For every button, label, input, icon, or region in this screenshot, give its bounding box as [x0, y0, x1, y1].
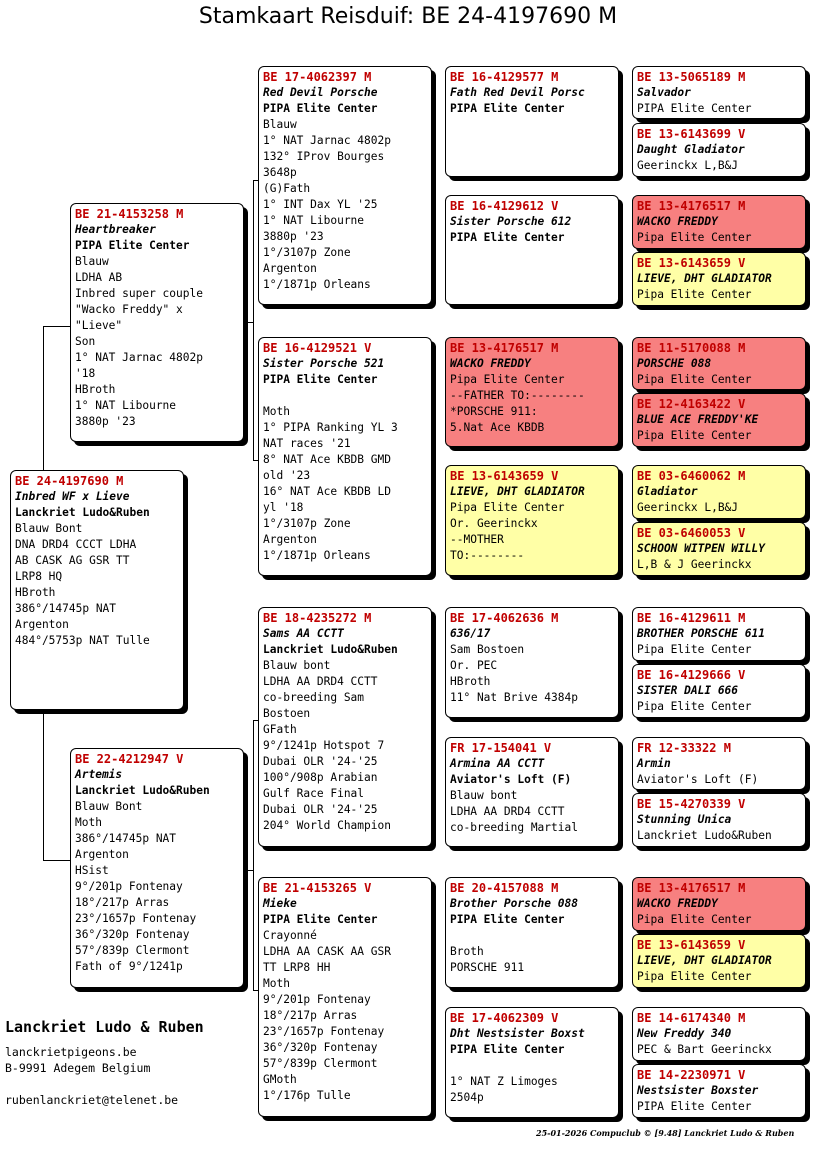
pigeon-name: LIEVE, DHT GLADIATOR: [637, 272, 772, 285]
info-line: 1° NAT Jarnac 4802p: [263, 134, 391, 147]
info-line: --FATHER TO:--------: [450, 389, 585, 402]
pigeon-name: Inbred WF x Lieve: [15, 490, 130, 503]
info-line: HBroth: [15, 586, 56, 599]
connector: [253, 720, 254, 990]
info-line: PEC & Bart Geerinckx: [637, 1043, 772, 1056]
pigeon-card-gen4[interactable]: [632, 522, 806, 576]
info-line: 18°/217p Arras: [75, 896, 170, 909]
info-line: 23°/1657p Fontenay: [263, 1025, 385, 1038]
connector: [43, 710, 44, 860]
ring-number: BE 13-6143699 V: [637, 127, 746, 141]
pigeon-card-gen4[interactable]: [632, 877, 806, 931]
info-line: Moth: [75, 816, 102, 829]
info-line: [450, 928, 614, 944]
info-line: HBroth: [450, 675, 491, 688]
pigeon-name: Armina AA CCTT: [450, 757, 545, 770]
pigeon-name: Red Devil Porsche: [263, 86, 378, 99]
info-line: [450, 1058, 614, 1074]
ring-number: FR 17-154041 V: [450, 741, 552, 755]
ring-number: BE 11-5170088 M: [637, 341, 746, 355]
info-line: Dubai OLR '24-'25: [263, 755, 378, 768]
info-line: 1° INT Dax YL '25: [263, 198, 378, 211]
pigeon-card-gf-paternal[interactable]: [258, 66, 432, 305]
info-line: LRP8 HQ: [15, 570, 63, 583]
connector: [253, 180, 254, 460]
ring-number: BE 17-4062309 V: [450, 1011, 559, 1025]
info-line: 11° Nat Brive 4384p: [450, 691, 578, 704]
info-line: PIPA Elite Center: [637, 1100, 752, 1113]
info-line: "Wacko Freddy" x: [75, 303, 183, 316]
info-line: '18: [75, 367, 96, 380]
info-line: [263, 388, 427, 404]
ring-number: BE 12-4163422 V: [637, 397, 746, 411]
ring-number: BE 13-4176517 M: [637, 881, 746, 895]
pigeon-name: WACKO FREDDY: [450, 357, 531, 370]
info-line: 3880p '23: [75, 415, 136, 428]
info-line: 204° World Champion: [263, 819, 391, 832]
ring-number: BE 17-4062636 M: [450, 611, 559, 625]
pigeon-card-father[interactable]: [70, 203, 244, 442]
info-line: TT LRP8 HH: [263, 961, 331, 974]
info-line: Pipa Elite Center: [637, 970, 752, 983]
info-line: 57°/839p Clermont: [75, 944, 190, 957]
pigeon-name: LIEVE, DHT GLADIATOR: [450, 485, 585, 498]
info-line: (G)Fath: [263, 182, 311, 195]
connector: [43, 326, 44, 470]
pigeon-card-gen4[interactable]: [632, 607, 806, 661]
info-line: L,B & J Geerinckx: [637, 558, 752, 571]
pigeon-name: Gladiator: [637, 485, 698, 498]
info-line: Or. Geerinckx: [450, 517, 538, 530]
info-line: HSist: [75, 864, 109, 877]
info-line: 9°/1241p Hotspot 7: [263, 739, 385, 752]
pigeon-card-gen3[interactable]: [445, 195, 619, 305]
pigeon-card-gen4[interactable]: [632, 465, 806, 519]
info-line: --MOTHER: [450, 533, 504, 546]
ring-number: BE 16-4129521 V: [263, 341, 372, 355]
info-line: Moth: [263, 405, 290, 418]
pigeon-card-gen3[interactable]: [445, 66, 619, 177]
info-line: Argenton: [263, 262, 317, 275]
pigeon-name: Sister Porsche 521: [263, 357, 385, 370]
info-line: 8° NAT Ace KBDB GMD: [263, 453, 391, 466]
info-line: HBroth: [75, 383, 116, 396]
pigeon-card-gen4[interactable]: [632, 1007, 806, 1061]
info-line: Pipa Elite Center: [637, 643, 752, 656]
pigeon-name: Nestsister Boxster: [637, 1084, 759, 1097]
info-line: 100°/908p Arabian: [263, 771, 378, 784]
info-line: 57°/839p Clermont: [263, 1057, 378, 1070]
pigeon-card-gen4[interactable]: [632, 664, 806, 718]
ring-number: BE 24-4197690 M: [15, 474, 124, 488]
pigeon-name: Sister Porsche 612: [450, 215, 572, 228]
pigeon-card-gm-maternal[interactable]: [258, 877, 432, 1117]
pigeon-name: Mieke: [263, 897, 297, 910]
pigeon-owner: PIPA Elite Center: [263, 373, 378, 386]
breeder-email[interactable]: rubenlanckriet@telenet.be: [5, 1093, 179, 1107]
info-line: Broth: [450, 945, 484, 958]
info-line: 1° PIPA Ranking YL 3: [263, 421, 398, 434]
info-line: GMoth: [263, 1073, 297, 1086]
pigeon-name: Daught Gladiator: [637, 143, 745, 156]
pigeon-owner: PIPA Elite Center: [263, 913, 378, 926]
info-line: Blauw Bont: [75, 800, 143, 813]
pigeon-card-gm-paternal[interactable]: [258, 337, 432, 576]
info-line: Son: [75, 335, 96, 348]
pigeon-card-gen4[interactable]: [632, 195, 806, 249]
info-line: 1° NAT Libourne: [263, 214, 365, 227]
pigeon-name: SISTER DALI 666: [637, 684, 739, 697]
info-line: co-breeding Martial: [450, 821, 578, 834]
info-line: 1° NAT Jarnac 4802p: [75, 351, 203, 364]
pigeon-name: Heartbreaker: [75, 223, 156, 236]
pigeon-owner: Aviator's Loft (F): [450, 773, 572, 786]
info-line: Geerinckx L,B&J: [637, 159, 739, 172]
pigeon-owner: Lanckriet Ludo&Ruben: [75, 784, 210, 797]
info-line: 36°/320p Fontenay: [263, 1041, 378, 1054]
ring-number: BE 14-6174340 M: [637, 1011, 746, 1025]
info-line: NAT races '21: [263, 437, 351, 450]
info-line: yl '18: [263, 501, 304, 514]
breeder-address: B-9991 Adegem Belgium: [5, 1061, 151, 1075]
info-line: Blauw bont: [263, 659, 331, 672]
info-line: LDHA AA DRD4 CCTT: [263, 675, 378, 688]
breeder-name: Lanckriet Ludo & Ruben: [5, 1018, 204, 1036]
pigeon-card-gen4[interactable]: [632, 934, 806, 988]
info-line: Fath of 9°/1241p: [75, 960, 183, 973]
info-line: old '23: [263, 469, 311, 482]
pigeon-card-gen3[interactable]: [445, 607, 619, 718]
info-line: Blauw: [75, 255, 109, 268]
ring-number: BE 03-6460053 V: [637, 526, 746, 540]
ring-number: BE 15-4270339 V: [637, 797, 746, 811]
info-line: 386°/14745p NAT: [15, 602, 117, 615]
info-line: 1°/3107p Zone: [263, 246, 351, 259]
ring-number: BE 03-6460062 M: [637, 469, 746, 483]
info-line: 9°/201p Fontenay: [75, 880, 183, 893]
info-line: Argenton: [263, 533, 317, 546]
info-line: 9°/201p Fontenay: [263, 993, 371, 1006]
ring-number: BE 20-4157088 M: [450, 881, 559, 895]
info-line: Pipa Elite Center: [450, 373, 565, 386]
info-line: Or. PEC: [450, 659, 498, 672]
pigeon-card-gen4[interactable]: [632, 252, 806, 306]
info-line: LDHA AB: [75, 271, 123, 284]
info-line: 132° IProv Bourges: [263, 150, 385, 163]
info-line: 5.Nat Ace KBDB: [450, 421, 545, 434]
info-line: Geerinckx L,B&J: [637, 501, 739, 514]
pigeon-name: Fath Red Devil Porsc: [450, 86, 585, 99]
pigeon-card-mother[interactable]: [70, 748, 244, 988]
info-line: Blauw Bont: [15, 522, 83, 535]
info-line: 1° NAT Libourne: [75, 399, 177, 412]
info-line: Bostoen: [263, 707, 311, 720]
pigeon-name: SCHOON WITPEN WILLY: [637, 542, 765, 555]
info-line: Pipa Elite Center: [637, 913, 752, 926]
info-line: Sam Bostoen: [450, 643, 525, 656]
info-line: Pipa Elite Center: [637, 700, 752, 713]
pigeon-owner: PIPA Elite Center: [263, 102, 378, 115]
info-line: Crayonné: [263, 929, 317, 942]
pigeon-card-gen4[interactable]: [632, 337, 806, 390]
pigeon-owner: PIPA Elite Center: [450, 1043, 565, 1056]
info-line: Pipa Elite Center: [450, 501, 565, 514]
pigeon-card-gf-maternal[interactable]: [258, 607, 432, 847]
info-line: Gulf Race Final: [263, 787, 365, 800]
pigeon-card-gen4[interactable]: [632, 793, 806, 847]
pigeon-owner: PIPA Elite Center: [450, 913, 565, 926]
info-line: AB CASK AG GSR TT: [15, 554, 130, 567]
ring-number: BE 13-6143659 V: [450, 469, 559, 483]
pigeon-owner: PIPA Elite Center: [75, 239, 190, 252]
info-line: Pipa Elite Center: [637, 288, 752, 301]
pigeon-card-gen4[interactable]: [632, 1064, 806, 1118]
pigeon-card-gen3[interactable]: [445, 877, 619, 988]
ring-number: BE 13-6143659 V: [637, 938, 746, 952]
info-line: 1°/3107p Zone: [263, 517, 351, 530]
info-line: Pipa Elite Center: [637, 373, 752, 386]
info-line: 484°/5753p NAT Tulle: [15, 634, 150, 647]
info-line: 18°/217p Arras: [263, 1009, 358, 1022]
connector: [43, 326, 71, 327]
pigeon-card-gen3[interactable]: [445, 337, 619, 447]
ring-number: BE 16-4129612 V: [450, 199, 559, 213]
info-line: GFath: [263, 723, 297, 736]
info-line: LDHA AA DRD4 CCTT: [450, 805, 565, 818]
info-line: 1°/176p Tulle: [263, 1089, 351, 1102]
pigeon-card-gen3[interactable]: [445, 465, 619, 576]
pigeon-name: Artemis: [75, 768, 123, 781]
pigeon-name: BLUE ACE FREDDY'KE: [637, 413, 759, 426]
info-line: Inbred super couple: [75, 287, 203, 300]
breeder-info: [5, 1018, 204, 1108]
pigeon-name: 636/17: [450, 627, 491, 640]
pigeon-name: LIEVE, DHT GLADIATOR: [637, 954, 772, 967]
pigeon-owner: PIPA Elite Center: [450, 231, 565, 244]
ring-number: BE 18-4235272 M: [263, 611, 372, 625]
connector: [43, 860, 71, 861]
pigeon-owner: Lanckriet Ludo&Ruben: [263, 643, 398, 656]
ring-number: BE 22-4212947 V: [75, 752, 184, 766]
pigeon-card-gen4[interactable]: [632, 66, 806, 119]
info-line: Aviator's Loft (F): [637, 773, 759, 786]
info-line: PIPA Elite Center: [637, 102, 752, 115]
info-line: TO:--------: [450, 549, 525, 562]
pigeon-name: Brother Porsche 088: [450, 897, 578, 910]
info-line: Dubai OLR '24-'25: [263, 803, 378, 816]
ring-number: BE 13-4176517 M: [637, 199, 746, 213]
info-line: DNA DRD4 CCCT LDHA: [15, 538, 137, 551]
info-line: LDHA AA CASK AA GSR: [263, 945, 391, 958]
pigeon-card-gen3[interactable]: [445, 737, 619, 847]
info-line: 1°/1871p Orleans: [263, 549, 371, 562]
ring-number: BE 13-6143659 V: [637, 256, 746, 270]
ring-number: BE 21-4153258 M: [75, 207, 184, 221]
pigeon-name: Sams AA CCTT: [263, 627, 344, 640]
info-line: *PORSCHE 911:: [450, 405, 538, 418]
ring-number: BE 13-5065189 M: [637, 70, 746, 84]
page-title: Stamkaart Reisduif: BE 24-4197690 M: [198, 4, 618, 29]
info-line: 386°/14745p NAT: [75, 832, 177, 845]
connector: [243, 322, 253, 323]
pigeon-card-gen4[interactable]: [632, 123, 806, 177]
ring-number: FR 12-33322 M: [637, 741, 731, 755]
info-line: 36°/320p Fontenay: [75, 928, 190, 941]
ring-number: BE 16-4129666 V: [637, 668, 746, 682]
ring-number: BE 16-4129577 M: [450, 70, 559, 84]
pigeon-card-gen3[interactable]: [445, 1007, 619, 1118]
info-line: Argenton: [75, 848, 129, 861]
pigeon-name: WACKO FREDDY: [637, 215, 718, 228]
ring-number: BE 21-4153265 V: [263, 881, 372, 895]
info-line: 1°/1871p Orleans: [263, 278, 371, 291]
breeder-website[interactable]: lanckrietpigeons.be: [5, 1045, 137, 1059]
info-line: Lanckriet Ludo&Ruben: [637, 829, 772, 842]
info-line: 23°/1657p Fontenay: [75, 912, 197, 925]
pigeon-name: New Freddy 340: [637, 1027, 732, 1040]
pigeon-card-gen4[interactable]: [632, 737, 806, 790]
info-line: 3648p: [263, 166, 297, 179]
ring-number: BE 16-4129611 M: [637, 611, 746, 625]
info-line: Blauw: [263, 118, 297, 131]
pigeon-name: BROTHER PORSCHE 611: [637, 627, 765, 640]
info-line: 3880p '23: [263, 230, 324, 243]
pigeon-name: Armin: [637, 757, 671, 770]
ring-number: BE 14-2230971 V: [637, 1068, 746, 1082]
info-line: PORSCHE 911: [450, 961, 525, 974]
pigeon-owner: Lanckriet Ludo&Ruben: [15, 506, 150, 519]
ring-number: BE 17-4062397 M: [263, 70, 372, 84]
info-line: Blauw bont: [450, 789, 518, 802]
connector: [243, 870, 253, 871]
pigeon-name: Stunning Unica: [637, 813, 732, 826]
pigeon-name: PORSCHE 088: [637, 357, 712, 370]
info-line: 16° NAT Ace KBDB LD: [263, 485, 391, 498]
info-line: co-breeding Sam: [263, 691, 365, 704]
pigeon-owner: PIPA Elite Center: [450, 102, 565, 115]
info-line: Argenton: [15, 618, 69, 631]
info-line: "Lieve": [75, 319, 123, 332]
info-line: Pipa Elite Center: [637, 231, 752, 244]
info-line: 1° NAT Z Limoges: [450, 1075, 558, 1088]
footer-credit: 25-01-2026 Compuclub © [9.48] Lanckriet Ludo & Ruben: [536, 1128, 795, 1138]
info-line: 2504p: [450, 1091, 484, 1104]
info-line: Moth: [263, 977, 290, 990]
pigeon-name: Dht Nestsister Boxst: [450, 1027, 585, 1040]
pigeon-name: Salvador: [637, 86, 691, 99]
pigeon-card-subject[interactable]: [10, 470, 184, 710]
pigeon-card-gen4[interactable]: [632, 393, 806, 447]
pigeon-name: WACKO FREDDY: [637, 897, 718, 910]
ring-number: BE 13-4176517 M: [450, 341, 559, 355]
info-line: Pipa Elite Center: [637, 429, 752, 442]
